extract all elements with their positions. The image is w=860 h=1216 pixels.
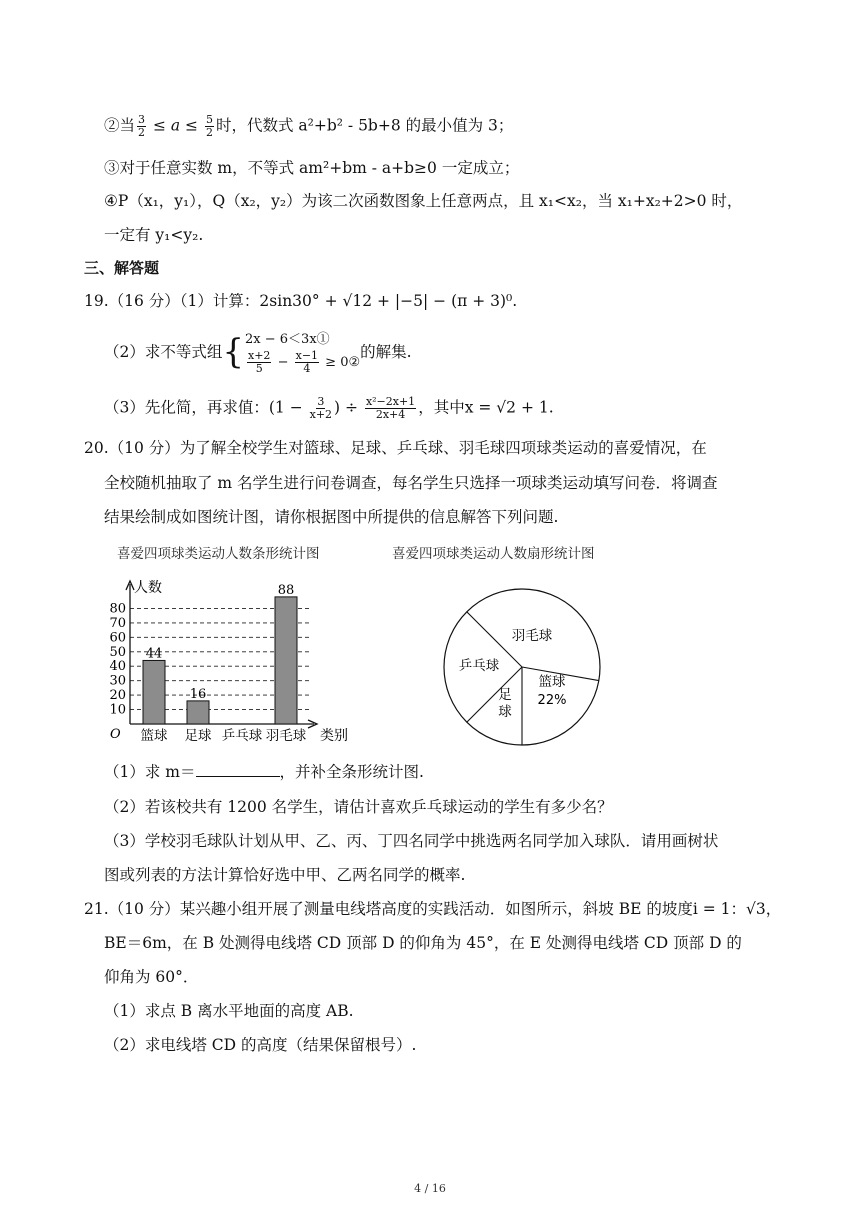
q19-part-2 [104, 328, 412, 374]
statement-2 [104, 114, 513, 139]
q19-part-3-label: （3）先化简，再求值： [104, 398, 269, 417]
q21-sub-2: （2）求电线塔 CD 的高度（结果保留根号）. [104, 1036, 417, 1054]
inequality-system [245, 330, 360, 375]
fraction-5-over-2 [205, 114, 214, 139]
bar-chart [96, 572, 356, 750]
minus: − [273, 354, 293, 370]
x-value: x = √2 + 1. [464, 398, 554, 417]
pie-chart [437, 582, 607, 752]
x-tick-label: 足球 [184, 728, 212, 744]
pie-label-乒乓球: 乒乓球 [458, 658, 500, 674]
q20-line-3: 结果绘制成如图统计图，请你根据图中所提供的信息解答下列问题. [104, 508, 559, 526]
q20-sub-3-line-2: 图或列表的方法计算恰好选中甲、乙两名同学的概率. [104, 866, 466, 884]
q21-line-1: 21.（10 分）某兴趣小组开展了测量电线塔高度的实践活动．如图所示，斜坡 BE 的坡度i = 1：√3， [84, 900, 782, 918]
q19-part-2-tail: 的解集. [360, 343, 412, 361]
statement-4-line-1: ④P（x₁，y₁），Q（x₂，y₂）为该二次函数图象上任意两点，且 x₁<x₂，当 x₁+x₂+2>0 时， [104, 192, 743, 210]
pie-value-篮球: 22% [537, 693, 567, 708]
statement-2-number: ② [104, 116, 120, 135]
statement-2-when: 当 [119, 116, 136, 135]
x-tick-label: 羽毛球 [265, 728, 307, 744]
q19-head [84, 290, 517, 312]
inequality-2 [245, 350, 360, 375]
frac-den: 5 [255, 361, 263, 375]
page-number: 4 / 16 [414, 1182, 446, 1195]
frac-num: x+2 [248, 348, 271, 362]
inequality-1: 2x − 6＜3x① [245, 331, 330, 347]
q20-sub-3-line-1: （3）学校羽毛球队计划从甲、乙、丙、丁四名同学中挑选两名同学加入球队．请用画树状 [104, 832, 719, 850]
q19-head-text: 19.（16 分）（1）计算： [84, 292, 260, 310]
pie-label-篮球: 篮球 [538, 674, 566, 690]
y-tick-label: 70 [109, 615, 126, 631]
bar-data-label: 16 [189, 686, 207, 702]
y-tick-label: 60 [109, 630, 126, 646]
frac-num: 3 [138, 113, 146, 126]
divide: ) ÷ [334, 398, 363, 417]
pie-label-足球-2: 球 [498, 704, 512, 720]
y-tick-label: 80 [109, 601, 126, 617]
q21-line-3: 仰角为 60°． [104, 968, 199, 986]
frac-den: 2 [138, 126, 146, 139]
x-axis-label: 类别 [320, 728, 348, 744]
var-a: a [170, 116, 181, 135]
q20-sub-1-a: （1）求 m＝ [104, 763, 196, 781]
y-tick-label: 50 [109, 644, 126, 660]
frac-den: x+2 [309, 408, 333, 421]
origin-label: O [110, 727, 121, 742]
pie-label-足球-1: 足 [498, 687, 512, 703]
frac-num: 5 [205, 113, 213, 126]
section-title: 三、解答题 [84, 259, 160, 277]
y-axis-label: 人数 [134, 580, 162, 596]
statement-2-text: 时，代数式 a²+b² - 5b+8 的最小值为 3； [215, 116, 514, 135]
pie-chart-title: 喜爱四项球类运动人数扇形统计图 [392, 546, 595, 562]
system-brace: { [222, 332, 245, 372]
y-tick-label: 40 [109, 659, 126, 675]
y-tick-label: 10 [109, 702, 126, 718]
q20-sub-1 [104, 761, 424, 783]
leq-sign-2: ≤ [180, 116, 203, 135]
answer-blank[interactable] [196, 762, 280, 777]
q20-sub-2: （2）若该校共有 1200 名学生，请估计喜欢乒乓球运动的学生有多少名？ [104, 798, 613, 816]
q21-line-2: BE＝6m，在 B 处测得电线塔 CD 顶部 D 的仰角为 45°，在 E 处测得电线塔 CD 顶部 D 的 [104, 934, 742, 952]
frac-den: 4 [303, 361, 311, 375]
bar-足球 [187, 701, 209, 724]
fraction-3-over-2 [137, 114, 146, 139]
q19-part-2-label: （2）求不等式组 [104, 343, 223, 361]
statement-4-line-2: 一定有 y₁<y₂. [104, 226, 204, 244]
bar-篮球 [143, 660, 165, 724]
q19-expr-1: 2sin30° + √12 + |−5| − (π + 3)⁰. [259, 292, 518, 310]
bar-chart-title: 喜爱四项球类运动人数条形统计图 [117, 546, 320, 562]
paren-open: (1 − [268, 398, 308, 417]
frac-num: x−1 [295, 348, 319, 362]
statement-3: ③对于任意实数 m，不等式 am²+bm - a+b≥0 一定成立； [104, 159, 520, 177]
frac-num: x²−2x+1 [365, 395, 416, 408]
bar-data-label: 88 [277, 582, 295, 598]
pie-label-羽毛球: 羽毛球 [511, 628, 553, 644]
bar-羽毛球 [275, 597, 297, 724]
where-text: ，其中 [418, 398, 465, 417]
q19-part-3 [104, 396, 554, 421]
q21-sub-1: （1）求点 B 离水平地面的高度 AB. [104, 1002, 354, 1020]
y-tick-label: 30 [109, 673, 126, 689]
q20-line-1: 20.（10 分）为了解全校学生对篮球、足球、乒乓球、羽毛球四项球类运动的喜爱情况，在 [84, 439, 707, 457]
q20-line-2: 全校随机抽取了 m 名学生进行问卷调查，每名学生只选择一项球类运动填写问卷．将调查 [104, 474, 718, 492]
q20-sub-1-b: ，并补全条形统计图. [279, 763, 424, 781]
x-tick-label: 乒乓球 [221, 728, 263, 744]
frac-num: 3 [317, 395, 325, 408]
y-tick-label: 20 [109, 688, 126, 704]
x-tick-label: 篮球 [140, 728, 168, 744]
leq-sign: ≤ [148, 116, 171, 135]
frac-den: 2x+4 [375, 408, 406, 421]
frac-den: 2 [205, 126, 213, 139]
bar-data-label: 44 [145, 646, 163, 662]
geq-zero: ≥ 0② [321, 354, 361, 370]
